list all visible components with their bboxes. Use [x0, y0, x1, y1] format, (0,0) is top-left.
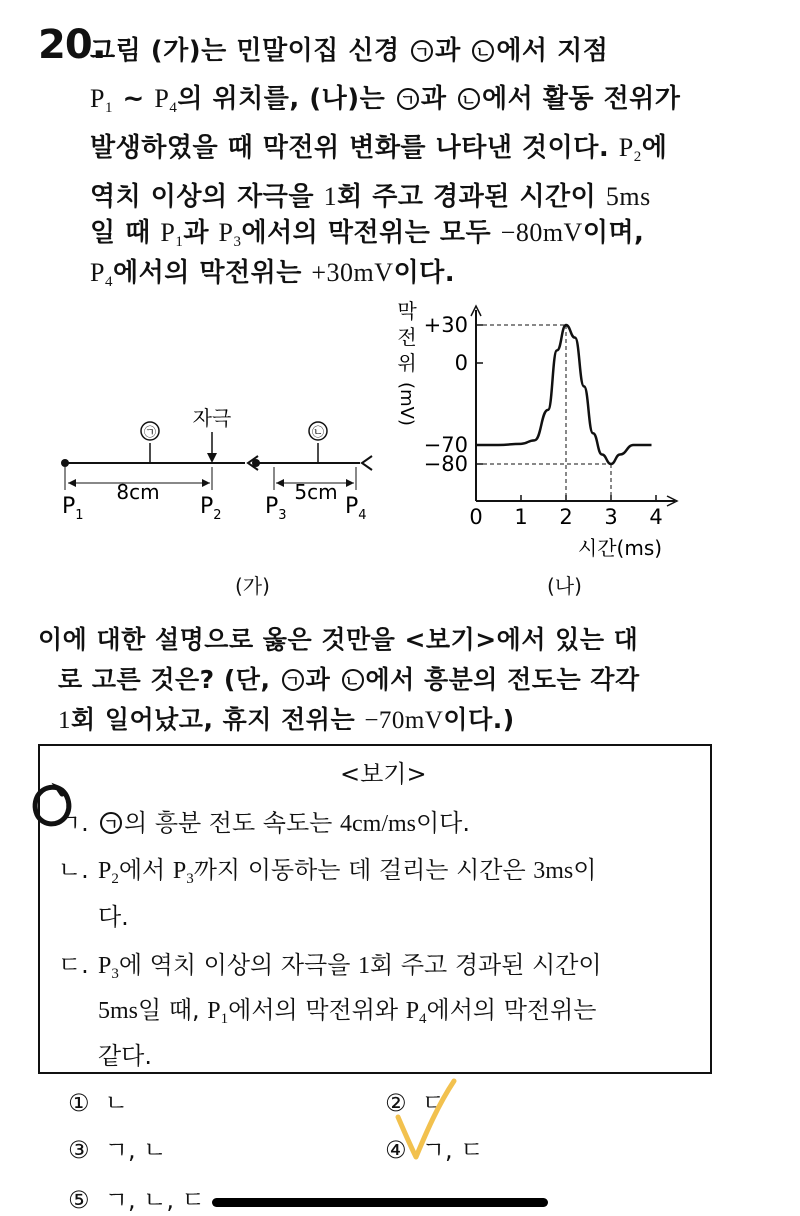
figure-ga [50, 395, 390, 535]
bogi-item-3-line-3: 같다. [98, 1042, 152, 1070]
distance-5cm: 5cm [294, 480, 338, 504]
choice-4[interactable]: ④ ㄱ, ㄷ [385, 1136, 484, 1164]
bogi-item-2-line-2: 다. [98, 903, 129, 931]
distance-8cm: 8cm [116, 480, 160, 504]
neuron2-label: ㉡ [311, 425, 325, 439]
y-tick-label-2: 0 [454, 351, 468, 375]
action-potential-curve [476, 325, 652, 464]
stem-line-3: 발생하였을 때 막전위 변화를 나타낸 것이다. $P_2$에 [90, 133, 668, 165]
caption-na: (나) [547, 574, 582, 598]
ylabel-char-2: 전 [397, 325, 417, 349]
bogi-item-3-line-2: 5ms일 때, $P_1$에서의 막전위와 $P_4$에서의 막전위는 [98, 996, 597, 1027]
bogi-item-2-marker: ㄴ. [58, 856, 89, 884]
ylabel-char-1: 막 [397, 300, 417, 323]
bogi-item-3-line-1: $P_3$에 역치 이상의 자극을 1회 주고 경과된 시간이 [98, 951, 602, 982]
stem-line-5: 일 때 $P_1$과 $P_3$에서의 막전위는 모두 −80mV이며, [90, 218, 645, 250]
handwritten-circle-mark [28, 780, 80, 832]
x-tick-label-0: 0 [469, 505, 483, 529]
stem-line-4: 역치 이상의 자극을 1회 주고 경과된 시간이 5ms [90, 182, 651, 212]
bogi-title: <보기> [340, 760, 427, 788]
stem-line-2: $P_1$ ~ $P_4$의 위치를, (나)는 ㄱ 과 ㄴ 에서 활동 전위가 [90, 84, 681, 116]
caption-ga: (가) [235, 574, 270, 598]
x-tick-label-4: 4 [649, 505, 663, 529]
xlabel: 시간(ms) [577, 536, 663, 560]
point-p4: $P_4$ [345, 494, 367, 523]
choice-3[interactable]: ③ ㄱ, ㄴ [68, 1136, 167, 1164]
question-number: 20. [38, 22, 106, 68]
x-tick-label-3: 3 [604, 505, 618, 529]
y-tick-label-4: −80 [423, 452, 468, 476]
prompt-line-1: 이에 대한 설명으로 옳은 것만을 <보기>에서 있는 대 [38, 625, 639, 654]
stem-line-6: $P_4$에서의 막전위는 +30mV이다. [90, 258, 456, 290]
y-tick-label-1: +30 [423, 313, 468, 337]
x-tick-label-1: 1 [514, 505, 528, 529]
bogi-item-1-line-1: ㄱ 의 흥분 전도 속도는 4cm/ms이다. [98, 803, 470, 838]
y-tick-label-3: −70 [423, 433, 468, 457]
ylabel-unit: (mV) [396, 382, 417, 426]
point-p2: $P_2$ [200, 494, 222, 523]
choice-5[interactable]: ⑤ ㄱ, ㄴ, ㄷ [68, 1186, 205, 1214]
neuron1-label: ㉠ [143, 425, 157, 439]
stem-line-1: 그림 (가)는 민말이집 신경 ㄱ 과 ㄴ 에서 지점 [90, 36, 609, 66]
point-p3: $P_3$ [265, 494, 287, 523]
ylabel-char-3: 위 [397, 351, 417, 375]
check-mark [392, 1075, 462, 1165]
prompt-line-2: 로 고른 것은? (단, ㄱ 과 ㄴ 에서 흥분의 전도는 각각 [58, 665, 640, 694]
choice-2[interactable]: ② ㄷ [385, 1089, 445, 1117]
choice-1[interactable]: ① ㄴ [68, 1089, 128, 1117]
bogi-item-3-marker: ㄷ. [58, 951, 89, 979]
prompt-line-3: 1회 일어났고, 휴지 전위는 −70mV이다.) [58, 705, 515, 734]
x-tick-label-2: 2 [559, 505, 573, 529]
stimulus-label: 자극 [192, 406, 232, 430]
figure-na-graph [380, 300, 700, 570]
point-p1: $P_1$ [62, 494, 84, 523]
bogi-item-1-marker: ㄱ. [58, 809, 89, 837]
home-indicator[interactable] [212, 1198, 548, 1207]
bogi-item-2-line-1: $P_2$에서 $P_3$까지 이동하는 데 걸리는 시간은 3ms이 [98, 856, 597, 887]
